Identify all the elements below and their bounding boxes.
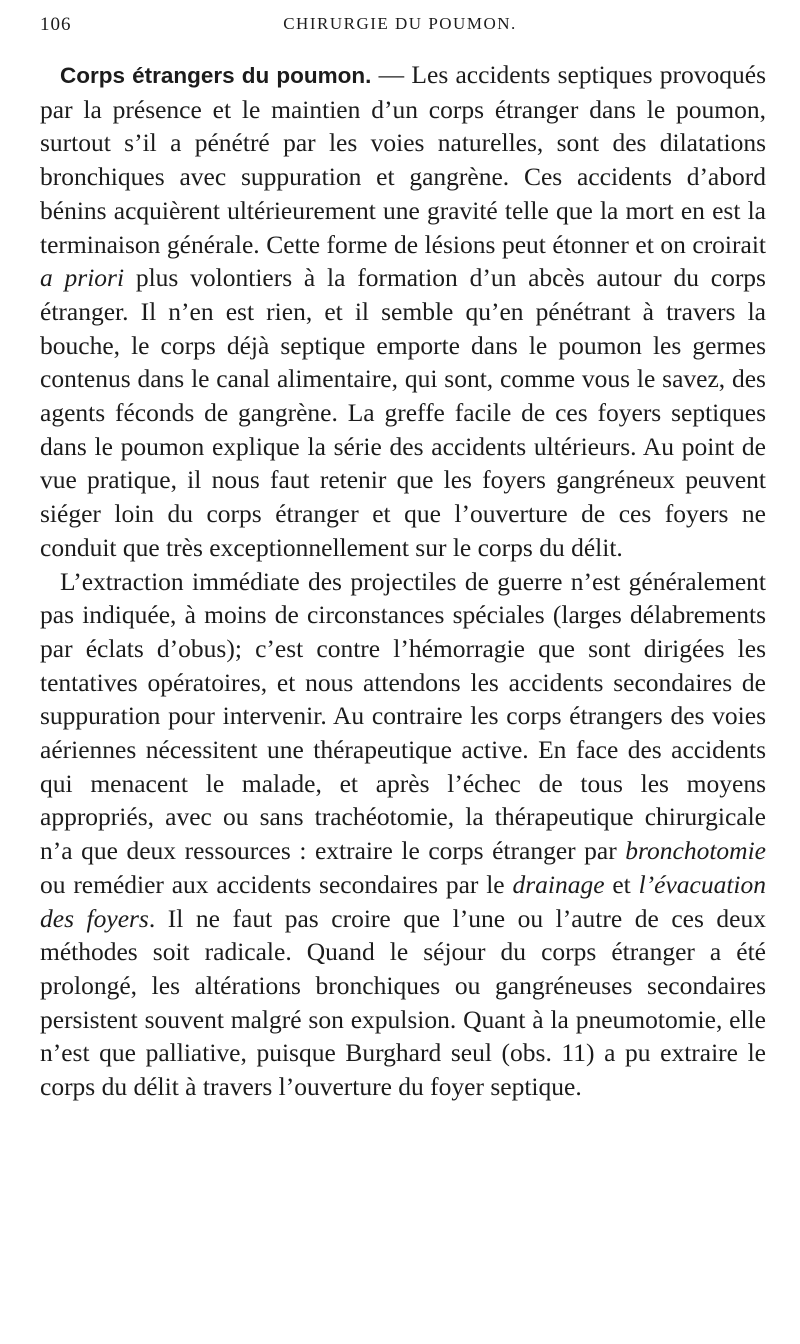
paragraph-2-text-c: et (604, 869, 639, 899)
body-text (40, 58, 766, 1104)
running-title: CHIRURGIE DU POUMON. (283, 14, 517, 33)
paragraph-2-text-a: L’extraction immédiate des projectiles de guerre n’est généralement pas indiquée, à moins de circonstances spéciales (larges délabrements par éclats d’obus); c’est contre l’hémorragie que sont dirigées les tentatives opératoires, et nous attendons les accidents secondaires de suppuration pour intervenir. Au contraire les corps étrangers des voies aériennes nécessitent une thérapeutique active. En face des accidents qui menacent le malade, et après l’échec de tous les moyens appropriés, avec ou sans trachéotomie, la thérapeutique chirurgicale n’a que deux ressources : extraire le corps étranger par (40, 566, 766, 866)
paragraph-1-emphasis: a priori (40, 263, 125, 293)
paragraph-1-text-b: plus volontiers à la formation d’un abcès autour du corps étranger. Il n’en est rien, et il semble qu’en pénétrant à travers la bouche, le corps déjà septique emporte dans le poumon les germes contenus dans le canal alimentaire, qui sont, comme vous le savez, des agents féconds de gangrène. La greffe facile de ces foyers septiques dans le poumon explique la série des accidents ultérieurs. Au point de vue pratique, il nous faut retenir que les foyers gangréneux peuvent siéger loin du corps étranger et que l’ouverture de ces foyers ne conduit que très exceptionnellement sur le corps du délit. (40, 263, 766, 562)
paragraph-1-text-a: Les accidents septiques provoqués par la présence et le maintien d’un corps étranger dans le poumon, surtout s’il a pénétré par les voies naturelles, sont des dilatations bronchiques avec suppuration et gangrène. Ces accidents d’abord bénins acquièrent ultérieurement une gravité telle que la mort en est la terminaison générale. Cette forme de lésions peut étonner et on croirait (40, 60, 766, 259)
paragraph-2-text-b: ou remédier aux accidents secondaires par le (40, 869, 513, 899)
page-number: 106 (40, 14, 72, 35)
paragraph-1 (40, 58, 766, 565)
paragraph-2-text-d: . Il ne faut pas croire que l’une ou l’autre de ces deux méthodes soit radicale. Quand le séjour du corps étranger a été prolongé, les altérations bronchiques ou gangréneuses secondaires persistent souvent malgré son expulsion. Quant à la pneumotomie, elle n’est que palliative, puisque Burghard seul (obs. 11) a pu extraire le corps du délit à travers l’ouverture du foyer septique. (40, 903, 766, 1102)
paragraph-2-emphasis-2: drainage (512, 869, 605, 899)
heading-dash: — (371, 60, 412, 89)
running-head (40, 14, 760, 40)
paragraph-2 (40, 565, 766, 1104)
paragraph-2-emphasis-1: bronchotomie (625, 836, 766, 866)
paragraph-2-emphasis-3: l’évacuation des foyers (40, 869, 767, 933)
section-heading: Corps étrangers du poumon. (60, 63, 372, 88)
